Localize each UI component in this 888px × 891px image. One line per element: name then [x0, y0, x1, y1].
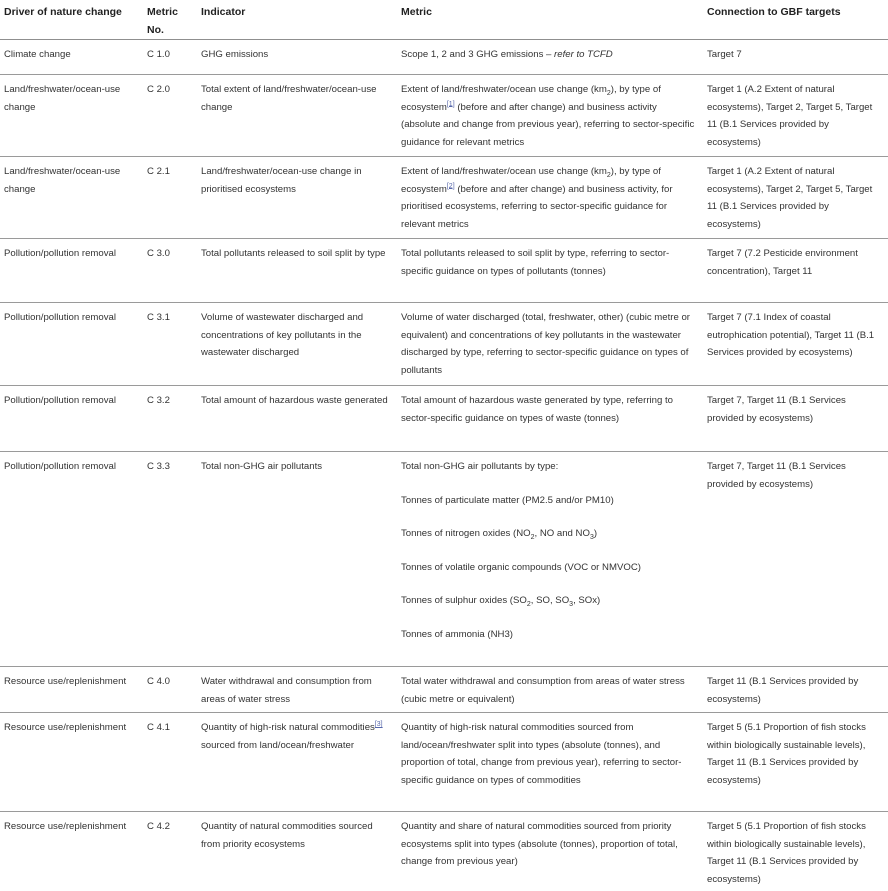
driver-cell: Pollution/pollution removal — [0, 239, 143, 303]
indicator-text: Quantity of high-risk natural commodities — [201, 722, 375, 733]
pollutant-nh3: Tonnes of ammonia (NH3) — [401, 628, 513, 640]
pollutant-voc: Tonnes of volatile organic compounds (VOC or NMVOC) — [401, 561, 641, 573]
indicator-cell: Quantity of natural commodities sourced from priority ecosystems — [201, 821, 373, 850]
metric-text: Extent of land/freshwater/ocean use change (km — [401, 166, 607, 177]
metric-text: ), by type of ecosystem — [401, 166, 661, 195]
metric-cell — [397, 75, 703, 157]
metric-no-cell: C 4.1 — [143, 713, 197, 812]
footnote-link[interactable]: [2] — [446, 182, 455, 190]
pollutant-nox — [401, 528, 597, 539]
gbf-cell: Target 1 (A.2 Extent of natural ecosystems), Target 2, Target 5, Target 11 (B.1 Services provided by ecosystems) — [703, 75, 888, 157]
gbf-cell: Target 7 (7.2 Pesticide environment concentration), Target 11 — [703, 239, 888, 303]
driver-cell: Climate change — [0, 40, 143, 75]
metric-cell: Total pollutants released to soil split by type, referring to sector-specific guidance on types of pollutants (tonnes) — [397, 239, 703, 303]
gbf-cell: Target 5 (5.1 Proportion of fish stocks within biologically sustainable levels), Target 11 (B.1 Services provided by ecosystems) — [703, 713, 888, 812]
metric-cell — [397, 40, 703, 75]
driver-cell: Resource use/replenishment — [0, 713, 143, 812]
subscript: 3 — [569, 600, 574, 608]
subscript: 3 — [589, 533, 594, 541]
header-indicator: Indicator — [197, 0, 397, 40]
metric-text: ), by type of ecosystem — [401, 84, 661, 113]
subscript: 2 — [526, 600, 531, 608]
table-row — [0, 713, 888, 812]
header-driver: Driver of nature change — [0, 0, 143, 40]
table-row — [0, 812, 888, 891]
footnote-link[interactable]: [1] — [446, 100, 455, 108]
table-row — [0, 667, 888, 713]
metric-text: Extent of land/freshwater/ocean use change (km — [401, 84, 607, 95]
gbf-cell: Target 5 (5.1 Proportion of fish stocks within biologically sustainable levels), Target 11 (B.1 Services provided by ecosystems) — [707, 821, 866, 885]
metric-cell: Total water withdrawal and consumption from areas of water stress (cubic metre or equivalent) — [397, 667, 703, 713]
header-metric: Metric — [397, 0, 703, 40]
indicator-cell: Total amount of hazardous waste generated — [197, 386, 397, 452]
metric-text: Scope 1, 2 and 3 GHG emissions — [401, 49, 544, 60]
indicator-cell: Water withdrawal and consumption from areas of water stress — [197, 667, 397, 713]
indicator-cell — [197, 713, 397, 812]
indicator-cell: Total pollutants released to soil split by type — [197, 239, 397, 303]
gbf-cell: Target 7, Target 11 (B.1 Services provided by ecosystems) — [703, 386, 888, 452]
subscript: 2 — [530, 533, 535, 541]
driver-cell: Land/freshwater/ocean-use change — [0, 157, 143, 239]
metric-cell — [397, 452, 703, 667]
table-row — [0, 40, 888, 75]
driver-cell: Pollution/pollution removal — [0, 303, 143, 386]
metric-cell: Quantity and share of natural commodities sourced from priority ecosystems split into types (absolute (tonnes), proportion of total, change from previous year) — [401, 821, 678, 867]
metric-text: , SO, SO — [530, 595, 570, 606]
metric-no-cell: C 4.0 — [143, 667, 197, 713]
metric-cell: Total amount of hazardous waste generated by type, referring to sector-specific guidance on types of waste (tonnes) — [397, 386, 703, 452]
subscript: 2 — [606, 89, 611, 97]
metric-no-cell: C 3.1 — [143, 303, 197, 386]
metric-no-cell: C 2.0 — [143, 75, 197, 157]
table-row — [0, 239, 888, 303]
metric-no-cell: C 3.0 — [143, 239, 197, 303]
table-row — [0, 157, 888, 239]
driver-cell: Pollution/pollution removal — [0, 452, 143, 667]
metric-text: Tonnes of sulphur oxides (SO — [401, 595, 527, 606]
gbf-cell: Target 7 — [703, 40, 888, 75]
footnote-link[interactable]: [3] — [374, 720, 383, 728]
metric-text: ) — [593, 528, 598, 539]
table-row — [0, 303, 888, 386]
indicator-cell: Total extent of land/freshwater/ocean-use change — [197, 75, 397, 157]
indicator-cell: Land/freshwater/ocean-use change in prioritised ecosystems — [197, 157, 397, 239]
metric-cell — [397, 157, 703, 239]
metric-no-cell: C 3.2 — [143, 386, 197, 452]
driver-cell: Land/freshwater/ocean-use change — [0, 75, 143, 157]
pollutant-sox — [401, 595, 600, 606]
header-gbf: Connection to GBF targets — [703, 0, 888, 40]
gbf-cell: Target 11 (B.1 Services provided by ecosystems) — [703, 667, 888, 713]
metric-text: , NO and NO — [534, 528, 590, 539]
indicator-text: sourced from land/ocean/freshwater — [201, 739, 355, 751]
metric-text: , SOx) — [573, 595, 601, 606]
metric-no-cell: C 2.1 — [143, 157, 197, 239]
header-metric-no: Metric No. — [143, 0, 197, 40]
metric-text: Total non-GHG air pollutants by type: — [401, 461, 559, 472]
driver-cell: Pollution/pollution removal — [0, 386, 143, 452]
indicator-cell: Total non-GHG air pollutants — [197, 452, 397, 667]
metric-text: (before and after change) and business activity, for prioritised ecosystems, referring to sector-specific guidance for relevant metrics — [401, 183, 673, 230]
gbf-cell: Target 7, Target 11 (B.1 Services provided by ecosystems) — [703, 452, 888, 667]
metric-text: (before and after change) and business activity (absolute and change from previous year), referring to sector-specific guidance for relevant metrics — [401, 101, 695, 148]
table-row — [0, 452, 888, 667]
indicator-cell: Volume of wastewater discharged and concentrations of key pollutants in the wastewater discharged — [197, 303, 397, 386]
driver-cell: Resource use/replenishment — [0, 667, 143, 713]
driver-cell: Resource use/replenishment — [4, 821, 127, 832]
subscript: 2 — [606, 171, 611, 179]
gbf-cell: Target 7 (7.1 Index of coastal eutrophication potential), Target 11 (B.1 Services provided by ecosystems) — [703, 303, 888, 386]
header-row — [0, 0, 888, 40]
metric-no-cell: C 3.3 — [143, 452, 197, 667]
gbf-cell: Target 1 (A.2 Extent of natural ecosystems), Target 2, Target 5, Target 11 (B.1 Services provided by ecosystems) — [703, 157, 888, 239]
metric-cell: Volume of water discharged (total, freshwater, other) (cubic metre or equivalent) and concentrations of key pollutants in the wastewater discharged by type, referring to sector-specific guidance on types of pollutants — [397, 303, 703, 386]
table-row — [0, 386, 888, 452]
metric-italic-text: – refer to TCFD — [543, 49, 613, 60]
metric-text: Tonnes of nitrogen oxides (NO — [401, 528, 531, 539]
metric-no-cell: C 1.0 — [143, 40, 197, 75]
table-row — [0, 75, 888, 157]
pollutant-pm: Tonnes of particulate matter (PM2.5 and/or PM10) — [401, 494, 614, 506]
metric-no-cell: C 4.2 — [147, 821, 170, 832]
metric-cell: Quantity of high-risk natural commodities sourced from land/ocean/freshwater split into types (absolute (tonnes), and proportion of total, change from previous year), referring to sector-specific guidance on types of commodities — [397, 713, 703, 812]
indicator-cell: GHG emissions — [197, 40, 397, 75]
